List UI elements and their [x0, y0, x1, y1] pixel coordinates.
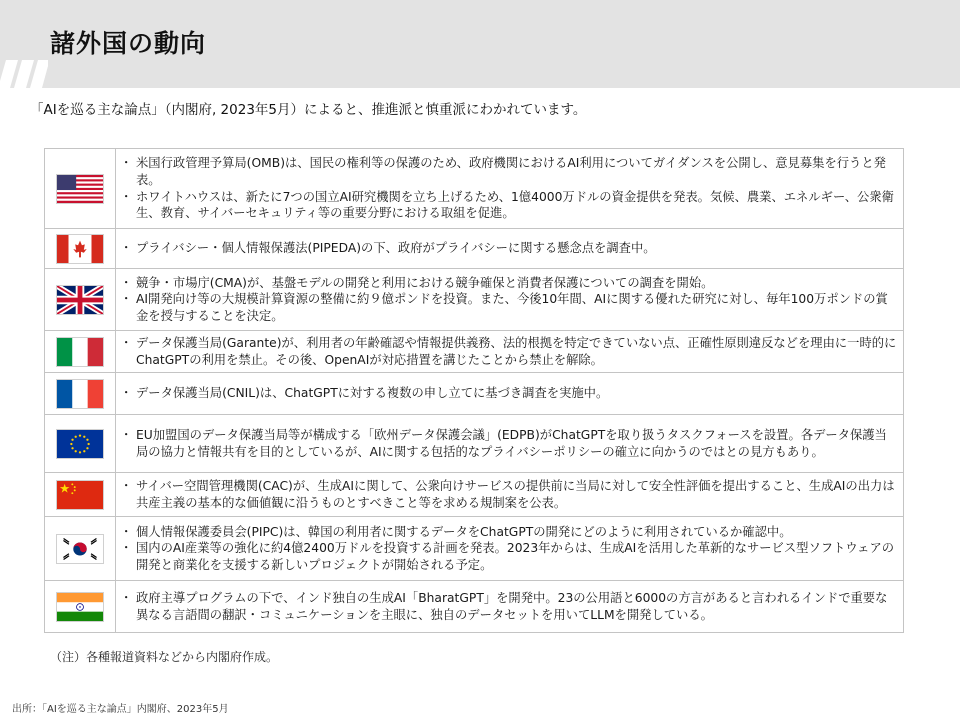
france-bullet-1: ・ データ保護当局(CNIL)は、ChatGPTに対する複数の申し立てに基づき調査を実施中。: [122, 385, 897, 402]
uk-bullet-1: ・ 競争・市場庁(CMA)が、基盤モデルの開発と利用における競争確保と消費者保護についての調査を開始。: [122, 275, 897, 292]
korea-bullet-2: ・ 国内のAI産業等の強化に約4億2400万ドルを投資する計画を発表。2023年からは、生成AIを活用した革新的なサービス型ソフトウェアの開発と商業化を支援する新しいプロジェクトが開始される予定。: [122, 540, 897, 573]
us-flag-icon: [56, 174, 104, 204]
footnote: （注）各種報道資料などから内閣府作成。: [50, 650, 279, 664]
eu-flag-icon: [56, 429, 104, 459]
table-row-european-union: [45, 415, 904, 473]
canada-flag-icon: [56, 234, 104, 264]
table-row-india: [45, 581, 904, 633]
table-row-united-kingdom: [45, 269, 904, 331]
uk-flag-icon: [56, 285, 104, 315]
stripes-decoration-icon: [0, 0, 48, 88]
table-row-china: [45, 473, 904, 517]
italy-bullet-1: ・ データ保護当局(Garante)が、利用者の年齢確認や情報提供義務、法的根拠を特定できていない点、正確性原則違反などを理由に一時的にChatGPTの利用を禁止。その後、OpenAIが対応措置を講じたことから禁止を解除。: [122, 335, 897, 368]
italy-flag-icon: [56, 337, 104, 367]
france-flag-icon: [56, 379, 104, 409]
intro-text: 「AIを巡る主な論点」（内閣府, 2023年5月）によると、推進派と慎重派にわかれています。: [30, 102, 587, 118]
korea-flag-icon: [56, 534, 104, 564]
table-row-south-korea: [45, 517, 904, 581]
us-bullet-1: ・ 米国行政管理予算局(OMB)は、国民の権利等の保護のため、政府機関におけるAI利用についてガイダンスを公開し、意見募集を行うと発表。: [122, 155, 897, 188]
india-flag-icon: [56, 592, 104, 622]
korea-bullet-1: ・ 個人情報保護委員会(PIPC)は、韓国の利用者に関するデータをChatGPTの開発にどのように利用されているか確認中。: [122, 524, 897, 541]
page-title: 諸外国の動向: [50, 29, 207, 58]
country-table: [44, 148, 904, 633]
header-band: [0, 0, 960, 88]
india-bullet-1: ・ 政府主導プログラムの下で、インド独自の生成AI「BharatGPT」を開発中。23の公用語と6000の方言があると言われるインドで重要な異なる言語間の翻訳・コミュニケーションを主眼に、独自のデータセットを用いてLLMを開発している。: [122, 590, 897, 623]
table-row-united-states: [45, 149, 904, 229]
us-bullet-2: ・ ホワイトハウスは、新たに7つの国立AI研究機関を立ち上げるため、1億4000万ドルの資金提供を発表。気候、農業、エネルギー、公衆衛生、教育、サイバーセキュリティ等の重要分野における取組を促進。: [122, 189, 897, 222]
china-flag-icon: [56, 480, 104, 510]
china-bullet-1: ・ サイバー空間管理機関(CAC)が、生成AIに関して、公衆向けサービスの提供前に当局に対して安全性評価を提出すること、生成AIの出力は共産主義の基本的な価値観に沿うものとすべきこと等を求める規制案を公表。: [122, 478, 897, 511]
source-citation: 出所：「AIを巡る主な論点」内閣府、2023年5月: [12, 704, 229, 715]
table-row-france: [45, 373, 904, 415]
eu-bullet-1: ・ EU加盟国のデータ保護当局等が構成する「欧州データ保護会議」(EDPB)がChatGPTを取り扱うタスクフォースを設置。各データ保護当局の協力と情報共有を目的としているが、AIに関する包括的なプライバシーポリシーの確立に向かうのではとの見方もあり。: [122, 427, 897, 460]
canada-bullet-1: ・ プライバシー・個人情報保護法(PIPEDA)の下、政府がプライバシーに関する懸念点を調査中。: [122, 240, 897, 257]
table-row-canada: [45, 229, 904, 269]
uk-bullet-2: ・ AI開発向け等の大規模計算資源の整備に約９億ポンドを投資。また、今後10年間、AIに関する優れた研究に対し、毎年100万ポンドの賞金を授与することを決定。: [122, 291, 897, 324]
table-row-italy: [45, 331, 904, 373]
